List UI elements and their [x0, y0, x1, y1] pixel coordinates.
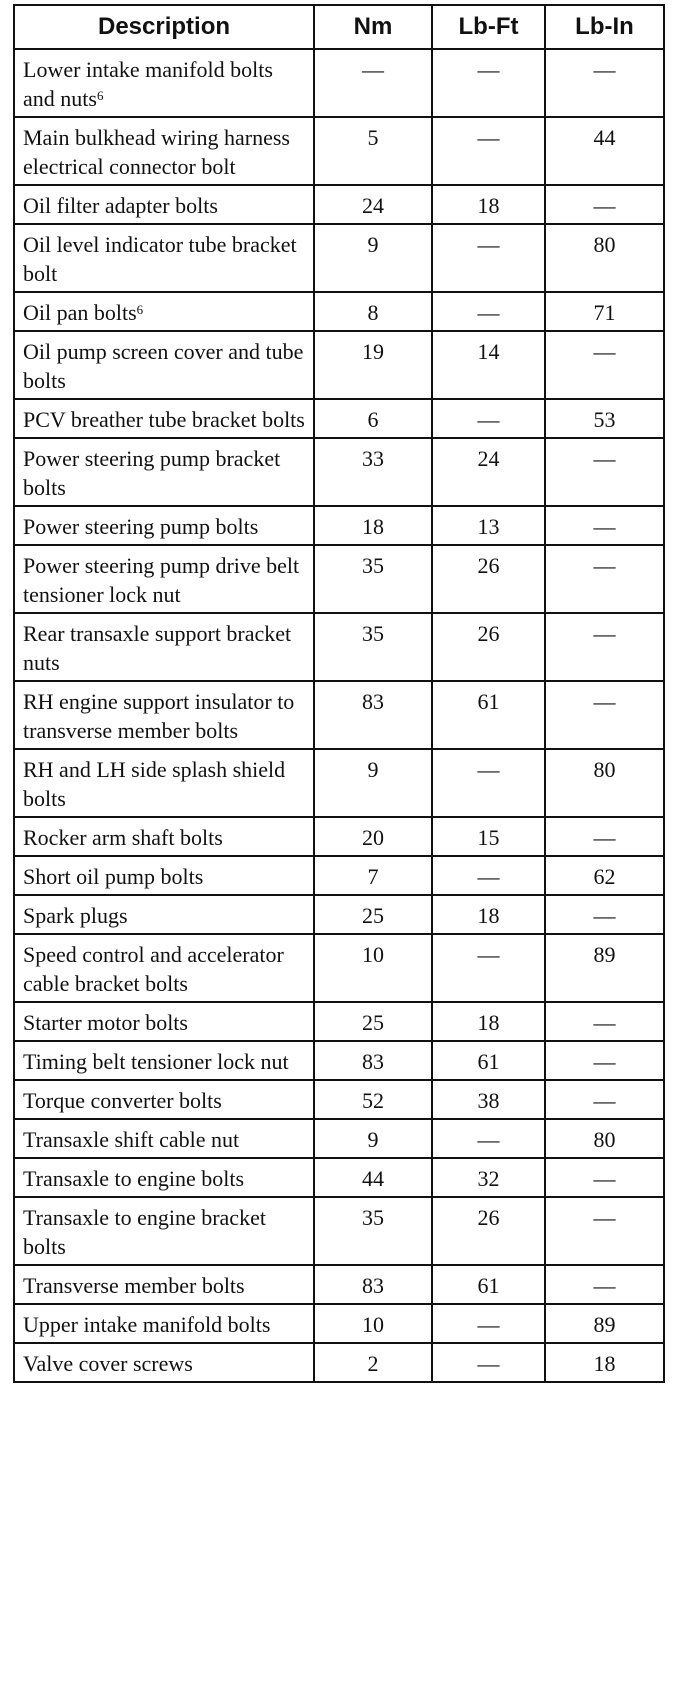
- nm-cell: 19: [314, 331, 432, 399]
- column-header-lb-in: Lb-In: [545, 5, 664, 49]
- description-text: Starter motor bolts: [23, 1010, 188, 1035]
- lb-in-cell: —: [545, 1197, 664, 1265]
- description-cell: [14, 1041, 314, 1080]
- table-row: [14, 681, 664, 749]
- nm-cell: 10: [314, 1304, 432, 1343]
- nm-cell: 44: [314, 1158, 432, 1197]
- lb-in-cell: 80: [545, 749, 664, 817]
- description-cell: [14, 1197, 314, 1265]
- table-row: [14, 185, 664, 224]
- nm-cell: —: [314, 49, 432, 117]
- description-text: Oil filter adapter bolts: [23, 193, 218, 218]
- table-row: [14, 292, 664, 331]
- description-cell: [14, 438, 314, 506]
- description-cell: [14, 934, 314, 1002]
- table-row: [14, 49, 664, 117]
- description-cell: [14, 1265, 314, 1304]
- lb-in-cell: 80: [545, 1119, 664, 1158]
- lb-ft-cell: —: [432, 1343, 545, 1382]
- description-text: Upper intake manifold bolts: [23, 1312, 271, 1337]
- table-row: [14, 1158, 664, 1197]
- lb-in-cell: —: [545, 1002, 664, 1041]
- table-row: [14, 545, 664, 613]
- torque-spec-table: [13, 4, 665, 1383]
- nm-cell: 2: [314, 1343, 432, 1382]
- lb-ft-cell: 18: [432, 1002, 545, 1041]
- lb-ft-cell: 26: [432, 545, 545, 613]
- lb-in-cell: 62: [545, 856, 664, 895]
- nm-cell: 9: [314, 1119, 432, 1158]
- description-text: Torque converter bolts: [23, 1088, 222, 1113]
- description-cell: [14, 856, 314, 895]
- nm-cell: 35: [314, 545, 432, 613]
- lb-ft-cell: —: [432, 49, 545, 117]
- nm-cell: 35: [314, 613, 432, 681]
- lb-ft-cell: 38: [432, 1080, 545, 1119]
- nm-cell: 20: [314, 817, 432, 856]
- description-text: Transaxle to engine bracket bolts: [23, 1205, 266, 1259]
- description-text: Main bulkhead wiring harness electrical connector bolt: [23, 125, 290, 179]
- description-cell: [14, 1304, 314, 1343]
- lb-ft-cell: 13: [432, 506, 545, 545]
- lb-ft-cell: 26: [432, 613, 545, 681]
- description-text: RH engine support insulator to transverse member bolts: [23, 689, 295, 743]
- table-row: [14, 1041, 664, 1080]
- lb-ft-cell: 14: [432, 331, 545, 399]
- description-cell: [14, 1119, 314, 1158]
- description-text: Transaxle shift cable nut: [23, 1127, 240, 1152]
- nm-cell: 7: [314, 856, 432, 895]
- lb-in-cell: —: [545, 681, 664, 749]
- lb-in-cell: —: [545, 545, 664, 613]
- table-row: [14, 856, 664, 895]
- column-header-nm: Nm: [314, 5, 432, 49]
- lb-ft-cell: —: [432, 1304, 545, 1343]
- lb-ft-cell: 26: [432, 1197, 545, 1265]
- lb-ft-cell: —: [432, 224, 545, 292]
- description-cell: [14, 224, 314, 292]
- description-text: PCV breather tube bracket bolts: [23, 407, 305, 432]
- lb-ft-cell: —: [432, 399, 545, 438]
- description-text: Oil level indicator tube bracket bolt: [23, 232, 297, 286]
- lb-ft-cell: —: [432, 934, 545, 1002]
- table-row: [14, 331, 664, 399]
- table-row: [14, 1304, 664, 1343]
- description-cell: [14, 1158, 314, 1197]
- lb-in-cell: 18: [545, 1343, 664, 1382]
- description-text: Rear transaxle support bracket nuts: [23, 621, 292, 675]
- description-text: Speed control and accelerator cable bracket bolts: [23, 942, 284, 996]
- description-text: Lower intake manifold bolts and nuts: [23, 57, 273, 111]
- nm-cell: 83: [314, 1041, 432, 1080]
- nm-cell: 9: [314, 224, 432, 292]
- nm-cell: 18: [314, 506, 432, 545]
- lb-in-cell: —: [545, 1041, 664, 1080]
- description-cell: [14, 895, 314, 934]
- lb-in-cell: —: [545, 49, 664, 117]
- lb-in-cell: —: [545, 613, 664, 681]
- lb-ft-cell: 61: [432, 1041, 545, 1080]
- nm-cell: 25: [314, 895, 432, 934]
- lb-in-cell: —: [545, 331, 664, 399]
- lb-in-cell: 89: [545, 934, 664, 1002]
- description-text: Valve cover screws: [23, 1351, 193, 1376]
- lb-ft-cell: —: [432, 749, 545, 817]
- nm-cell: 33: [314, 438, 432, 506]
- column-header-lb-ft: Lb-Ft: [432, 5, 545, 49]
- description-cell: [14, 292, 314, 331]
- table-row: [14, 817, 664, 856]
- description-cell: [14, 545, 314, 613]
- description-cell: [14, 1002, 314, 1041]
- table-row: [14, 1197, 664, 1265]
- description-text: Rocker arm shaft bolts: [23, 825, 223, 850]
- description-cell: [14, 117, 314, 185]
- description-cell: [14, 749, 314, 817]
- description-cell: [14, 613, 314, 681]
- nm-cell: 25: [314, 1002, 432, 1041]
- description-cell: [14, 1080, 314, 1119]
- nm-cell: 8: [314, 292, 432, 331]
- table-row: [14, 1265, 664, 1304]
- lb-ft-cell: 15: [432, 817, 545, 856]
- table-row: [14, 506, 664, 545]
- lb-in-cell: 89: [545, 1304, 664, 1343]
- nm-cell: 10: [314, 934, 432, 1002]
- lb-ft-cell: 18: [432, 895, 545, 934]
- nm-cell: 35: [314, 1197, 432, 1265]
- table-row: [14, 1343, 664, 1382]
- lb-in-cell: 53: [545, 399, 664, 438]
- lb-in-cell: —: [545, 506, 664, 545]
- table-row: [14, 613, 664, 681]
- table-row: [14, 438, 664, 506]
- description-text: Short oil pump bolts: [23, 864, 204, 889]
- footnote-marker: 6: [96, 88, 104, 103]
- table-row: [14, 117, 664, 185]
- lb-ft-cell: —: [432, 1119, 545, 1158]
- table-header-row: [14, 5, 664, 49]
- nm-cell: 83: [314, 1265, 432, 1304]
- description-text: Oil pan bolts: [23, 300, 137, 325]
- lb-in-cell: —: [545, 1158, 664, 1197]
- table-body: [14, 49, 664, 1382]
- table-row: [14, 1080, 664, 1119]
- lb-ft-cell: —: [432, 856, 545, 895]
- lb-ft-cell: —: [432, 292, 545, 331]
- table-row: [14, 749, 664, 817]
- lb-in-cell: —: [545, 1080, 664, 1119]
- footnote-marker: 6: [136, 302, 144, 317]
- description-cell: [14, 681, 314, 749]
- description-cell: [14, 1343, 314, 1382]
- column-header-description: Description: [14, 5, 314, 49]
- description-cell: [14, 506, 314, 545]
- description-text: Power steering pump drive belt tensioner lock nut: [23, 553, 300, 607]
- description-cell: [14, 399, 314, 438]
- lb-in-cell: —: [545, 438, 664, 506]
- table-row: [14, 934, 664, 1002]
- lb-in-cell: 80: [545, 224, 664, 292]
- description-text: Oil pump screen cover and tube bolts: [23, 339, 304, 393]
- lb-in-cell: 44: [545, 117, 664, 185]
- description-text: Power steering pump bolts: [23, 514, 259, 539]
- lb-in-cell: —: [545, 1265, 664, 1304]
- nm-cell: 83: [314, 681, 432, 749]
- lb-ft-cell: 32: [432, 1158, 545, 1197]
- description-cell: [14, 185, 314, 224]
- description-text: Transverse member bolts: [23, 1273, 245, 1298]
- table-row: [14, 895, 664, 934]
- lb-ft-cell: —: [432, 117, 545, 185]
- lb-in-cell: —: [545, 185, 664, 224]
- description-cell: [14, 49, 314, 117]
- description-text: Power steering pump bracket bolts: [23, 446, 281, 500]
- lb-in-cell: 71: [545, 292, 664, 331]
- nm-cell: 5: [314, 117, 432, 185]
- lb-ft-cell: 61: [432, 681, 545, 749]
- nm-cell: 9: [314, 749, 432, 817]
- lb-in-cell: —: [545, 895, 664, 934]
- table-row: [14, 399, 664, 438]
- description-text: Spark plugs: [23, 903, 128, 928]
- table-row: [14, 1002, 664, 1041]
- lb-ft-cell: 18: [432, 185, 545, 224]
- table-row: [14, 224, 664, 292]
- lb-ft-cell: 24: [432, 438, 545, 506]
- description-text: Timing belt tensioner lock nut: [23, 1049, 289, 1074]
- lb-in-cell: —: [545, 817, 664, 856]
- description-text: Transaxle to engine bolts: [23, 1166, 244, 1191]
- table-row: [14, 1119, 664, 1158]
- description-text: RH and LH side splash shield bolts: [23, 757, 286, 811]
- nm-cell: 24: [314, 185, 432, 224]
- description-cell: [14, 817, 314, 856]
- nm-cell: 52: [314, 1080, 432, 1119]
- lb-ft-cell: 61: [432, 1265, 545, 1304]
- description-cell: [14, 331, 314, 399]
- nm-cell: 6: [314, 399, 432, 438]
